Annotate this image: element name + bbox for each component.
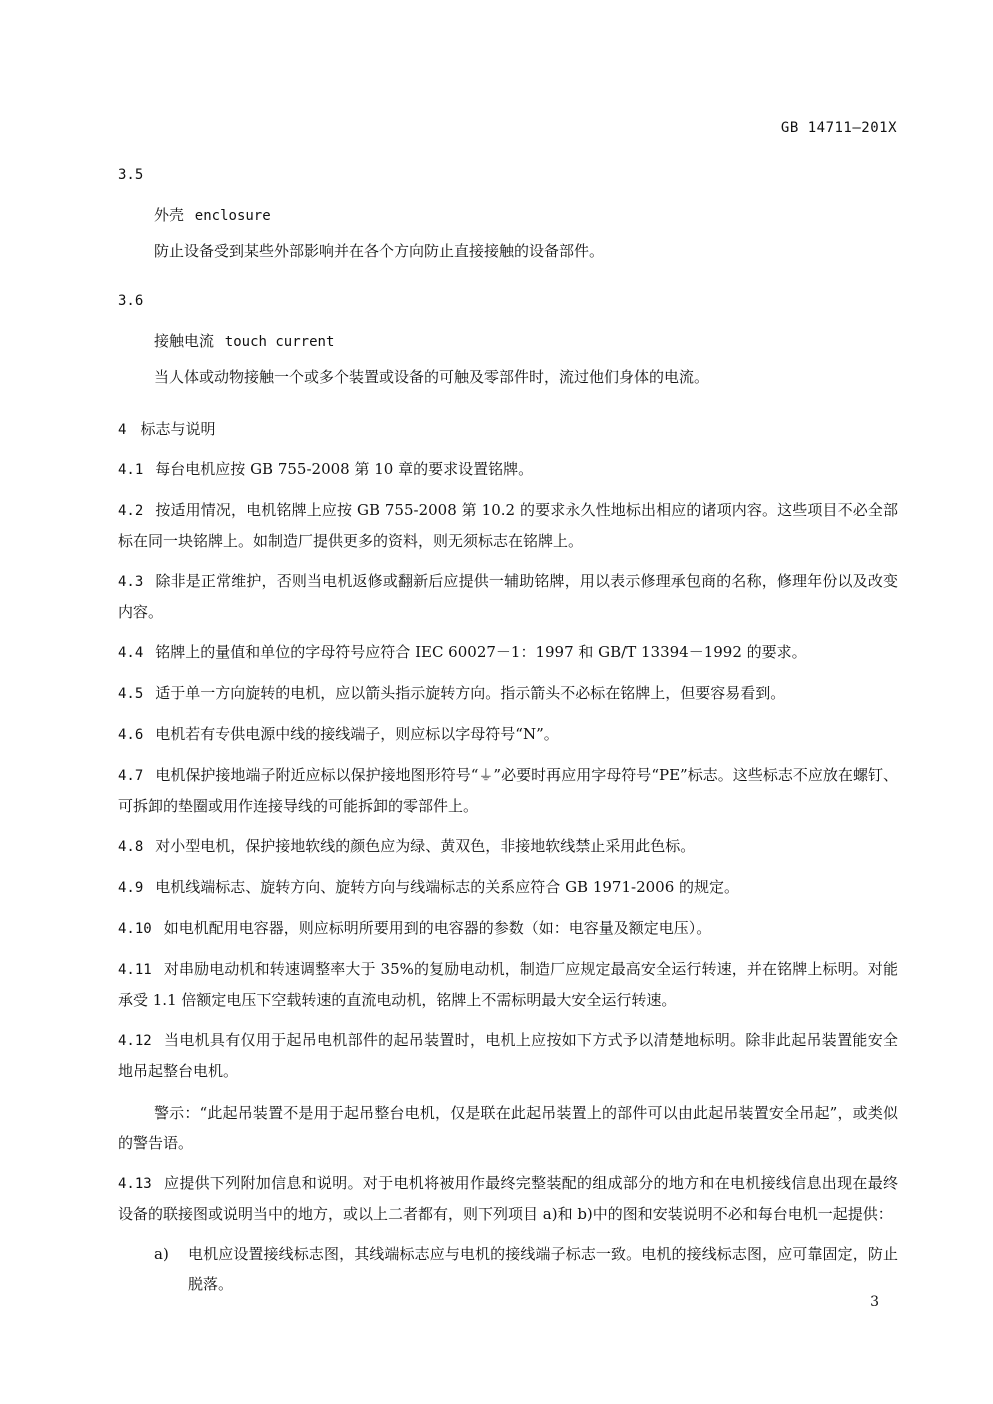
clause: 4.9 电机线端标志、旋转方向、旋转方向与线端标志的关系应符合 GB 1971-2006 的规定。: [118, 878, 740, 896]
section-heading: [118, 414, 898, 444]
clause: 4.3 除非是正常维护，否则当电机返修或翻新后应提供一辅助铭牌，用以表示修理承包商的名称，修理年份以及改变内容。: [118, 572, 898, 621]
term-title: [154, 326, 898, 356]
document-body: [118, 160, 898, 1299]
clause: 4.1 每台电机应按 GB 755-2008 第 10 章的要求设置铭牌。: [118, 460, 534, 478]
clause: 4.13 应提供下列附加信息和说明。对于电机将被用作最终完整装配的组成部分的地方和在电机接线信息出现在最终设备的联接图或说明当中的地方，或以上二者都有，则下列项目 a)和 b)中的图和安装说明不必和每台电机一起提供：: [118, 1174, 898, 1223]
term-definition: 防止设备受到某些外部影响并在各个方向防止直接接触的设备部件。: [154, 242, 605, 260]
page-number: 3: [870, 1294, 879, 1310]
clause: 4.8 对小型电机，保护接地软线的颜色应为绿、黄双色，非接地软线禁止采用此色标。: [118, 837, 696, 855]
section-number: 4: [118, 422, 127, 438]
clause: 4.7 电机保护接地端子附近应标以保护接地图形符号“⏚”必要时再应用字母符号“PE”标志。这些标志不应放在螺钉、可拆卸的垫圈或用作连接导线的可能拆卸的零部件上。: [118, 766, 898, 815]
term-title-en: touch current: [224, 334, 335, 350]
clause: 4.4 铭牌上的量值和单位的字母符号应符合 IEC 60027－1：1997 和 GB/T 13394－1992 的要求。: [118, 643, 807, 661]
term-number: 3.5: [118, 167, 144, 183]
term-title: [154, 200, 898, 230]
warning-paragraph: 警示：“此起吊装置不是用于起吊整台电机，仅是联在此起吊装置上的部件可以由此起吊装置安全吊起”，或类似的警告语。: [118, 1104, 898, 1152]
clause: 4.5 适于单一方向旋转的电机，应以箭头指示旋转方向。指示箭头不必标在铭牌上，但要容易看到。: [118, 684, 786, 702]
term-title-zh: 接触电流: [154, 332, 215, 350]
clause: 4.10 如电机配用电容器，则应标明所要用到的电容器的参数（如：电容量及额定电压）。: [118, 919, 712, 937]
clause: 4.6 电机若有专供电源中线的接线端子，则应标以字母符号“N”。: [118, 725, 559, 743]
term-number: 3.6: [118, 293, 144, 309]
clause: 4.2 按适用情况，电机铭牌上应按 GB 755-2008 第 10.2 的要求永久性地标出相应的诸项内容。这些项目不必全部标在同一块铭牌上。如制造厂提供更多的资料，则无须标志在铭牌上。: [118, 501, 898, 550]
section-title: 标志与说明: [140, 420, 216, 438]
list-marker: a): [154, 1245, 169, 1263]
term-definition: 当人体或动物接触一个或多个装置或设备的可触及零部件时，流过他们身体的电流。: [154, 368, 710, 386]
list-text: 电机应设置接线标志图，其线端标志应与电机的接线端子标志一致。电机的接线标志图，应可靠固定，防止脱落。: [188, 1245, 898, 1293]
list-item: [154, 1239, 898, 1299]
term-title-en: enclosure: [194, 208, 271, 224]
term-title-zh: 外壳: [154, 206, 185, 224]
standard-code: GB 14711—201X: [780, 120, 897, 136]
clause: 4.11 对串励电动机和转速调整率大于 35%的复励电动机，制造厂应规定最高安全运行转速，并在铭牌上标明。对能承受 1.1 倍额定电压下空载转速的直流电动机，铭牌上不需标明最大安全运行转速。: [118, 960, 898, 1009]
clause: 4.12 当电机具有仅用于起吊电机部件的起吊装置时，电机上应按如下方式予以清楚地标明。除非此起吊装置能安全地吊起整台电机。: [118, 1031, 898, 1080]
